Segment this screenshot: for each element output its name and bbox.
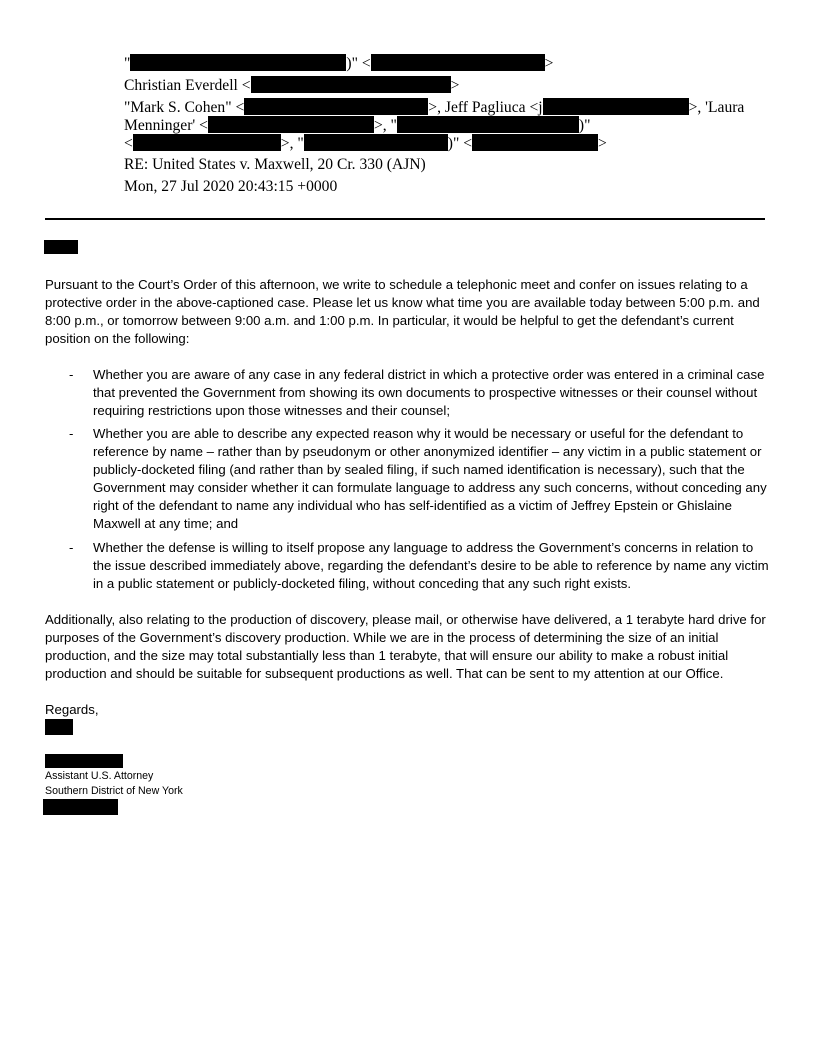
salutation-redaction [44, 240, 78, 254]
subject-value: RE: United States v. Maxwell, 20 Cr. 330 (AJN) [124, 156, 426, 173]
intro-paragraph: Pursuant to the Court’s Order of this afternoon, we write to schedule a telephonic meet and confer on issues relating to a protective order in the above-captioned case. Please let us know what time you are available today between 5:00 p.m. and 8:00 p.m., or tomorrow between 9:00 a.m. and 1:00 p.m. In particular, it would be helpful to get the defendant’s current position on the following: [45, 277, 760, 346]
redaction [251, 76, 451, 93]
bullet-text: Whether the defense is willing to itself propose any language to address the Government’s concerns in relation to the issue described immediately above, regarding the defendant’s desire to be able to reference by name any victim in a public statement or publicly-docketed filing, without conceding that any such right exists. [93, 540, 769, 591]
redaction [397, 116, 579, 133]
redaction [208, 116, 374, 133]
signer-office: Southern District of New York [45, 785, 183, 797]
signer-title: Assistant U.S. Attorney [45, 770, 154, 782]
redaction [130, 54, 346, 71]
cc-value-line3: < >, " )" < > [124, 135, 607, 152]
signature-name-redaction [45, 719, 73, 735]
bullet-text: Whether you are aware of any case in any federal district in which a protective order was entered in a criminal case that prevented the Government from showing its own documents to prospective witnesses or their counsel without requiring restrictions upon those witnesses and their counsel; [93, 367, 765, 418]
additional-paragraph: Additionally, also relating to the production of discovery, please mail, or otherwise have delivered, a 1 terabyte hard drive for purposes of the Government’s discovery production. While we are in the process of determining the size of an initial production, and the size may total substantially less than 1 terabyte, that will ensure our ability to make a robust initial production and should be suitable for subsequent productions as well. That can be sent to my attention at our Office. [45, 612, 766, 681]
redaction [472, 134, 598, 151]
redaction [371, 54, 545, 71]
bullet-dash: - [69, 540, 74, 555]
signer-contact-redaction [43, 799, 118, 815]
signer-name-redaction [45, 754, 123, 768]
redaction [133, 134, 281, 151]
bullet-text: Whether you are able to describe any expected reason why it would be necessary or useful for the defendant to reference by name – rather than by pseudonym or other anonymized identifier – any victim in a public statement or publicly-docketed filing (and rather than by sealed filing, if such named identification is necessary), such that the Government may consider whether it can formulate language to address any such concerns, without conceding any right of the defendant to name any individual who has self-identified as a victim of Jeffrey Epstein or Ghislaine Maxwell at any time; and [93, 426, 767, 531]
bullet-dash: - [69, 426, 74, 441]
from-value: " )" < > [124, 55, 554, 72]
cc-value-line2: Menninger' < >, " )" [124, 117, 591, 134]
to-value: Christian Everdell < > [124, 77, 460, 94]
date-value: Mon, 27 Jul 2020 20:43:15 +0000 [124, 178, 338, 195]
redaction [543, 98, 689, 115]
cc-value-line1: "Mark S. Cohen" < >, Jeff Pagliuca <j >, 'Laura [124, 99, 745, 116]
header-divider [45, 218, 765, 220]
redaction [244, 98, 428, 115]
closing: Regards, [45, 702, 99, 717]
redaction [304, 134, 448, 151]
bullet-dash: - [69, 367, 74, 382]
